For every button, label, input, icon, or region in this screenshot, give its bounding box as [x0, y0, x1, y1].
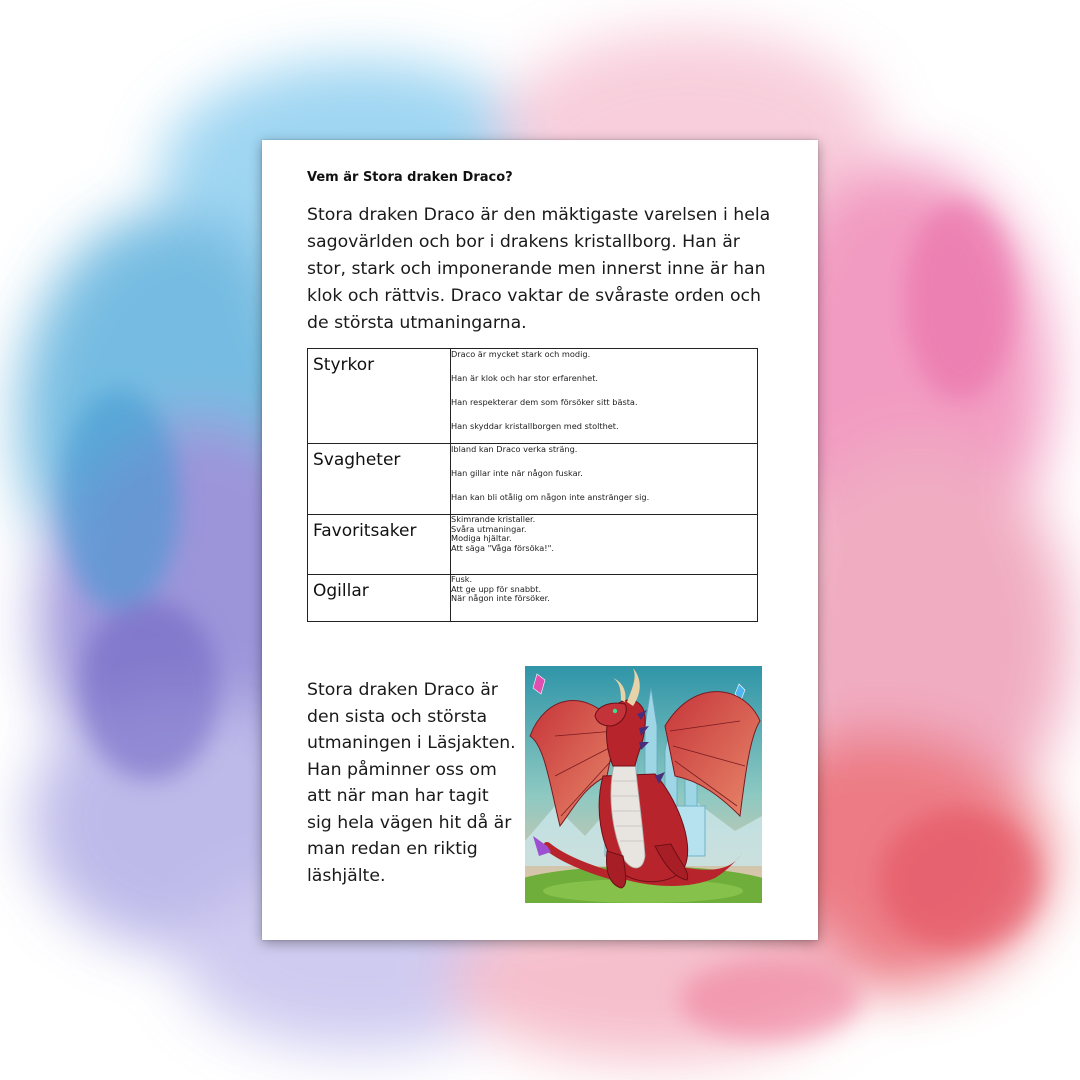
list-item: Att ge upp för snabbt. [451, 583, 542, 594]
list-item: Skimrande kristaller. [451, 514, 536, 524]
row-label-cell [308, 349, 451, 444]
list-item: När någon inte försöker. [451, 593, 550, 604]
row-items-cell [451, 444, 758, 515]
document-page [262, 140, 818, 940]
row-items-cell [451, 349, 758, 444]
list-item: Han skyddar kristallborgen med stolthet. [451, 421, 619, 431]
list-item: Ibland kan Draco verka sträng. [451, 444, 578, 454]
table-row [308, 349, 758, 444]
table-row [308, 444, 758, 515]
list-item: Modiga hjältar. [451, 533, 512, 544]
row-items-cell [451, 515, 758, 575]
row-label: Ogillar [313, 581, 369, 601]
row-label: Styrkor [313, 355, 375, 375]
document-heading: Vem är Stora draken Draco? [307, 170, 513, 185]
row-label: Svagheter [313, 450, 401, 470]
list-item: Han kan bli otålig om någon inte anstränger sig. [451, 492, 650, 502]
profile-table [307, 348, 758, 622]
table-row [308, 575, 758, 622]
dragon-illustration [525, 666, 762, 903]
list-item: Fusk. [451, 574, 473, 584]
list-item: Att säga "Våga försöka!". [451, 542, 554, 553]
list-item: Draco är mycket stark och modig. [451, 349, 591, 359]
list-item: Han gillar inte när någon fuskar. [451, 468, 583, 478]
row-label: Favoritsaker [313, 521, 417, 541]
row-label-cell [308, 575, 451, 622]
list-item: Han är klok och har stor erfarenhet. [451, 373, 599, 383]
row-label-cell [308, 515, 451, 575]
list-item: Svåra utmaningar. [451, 523, 527, 534]
row-label-cell [308, 444, 451, 515]
list-item: Han respekterar dem som försöker sitt bästa. [451, 397, 638, 407]
table-row [308, 515, 758, 575]
closing-paragraph: Stora draken Draco är den sista och största utmaningen i Läsjakten. Han påminner oss om att när man har tagit sig hela vägen hit då är man redan en riktig läshjälte. [307, 680, 516, 886]
row-items-cell [451, 575, 758, 622]
intro-paragraph: Stora draken Draco är den mäktigaste varelsen i hela sagovärlden och bor i drakens kristallborg. Han är stor, stark och imponerande men innerst inne är han klok och rättvis. Draco vaktar de svåraste orden och de största utmaningarna. [307, 205, 771, 333]
